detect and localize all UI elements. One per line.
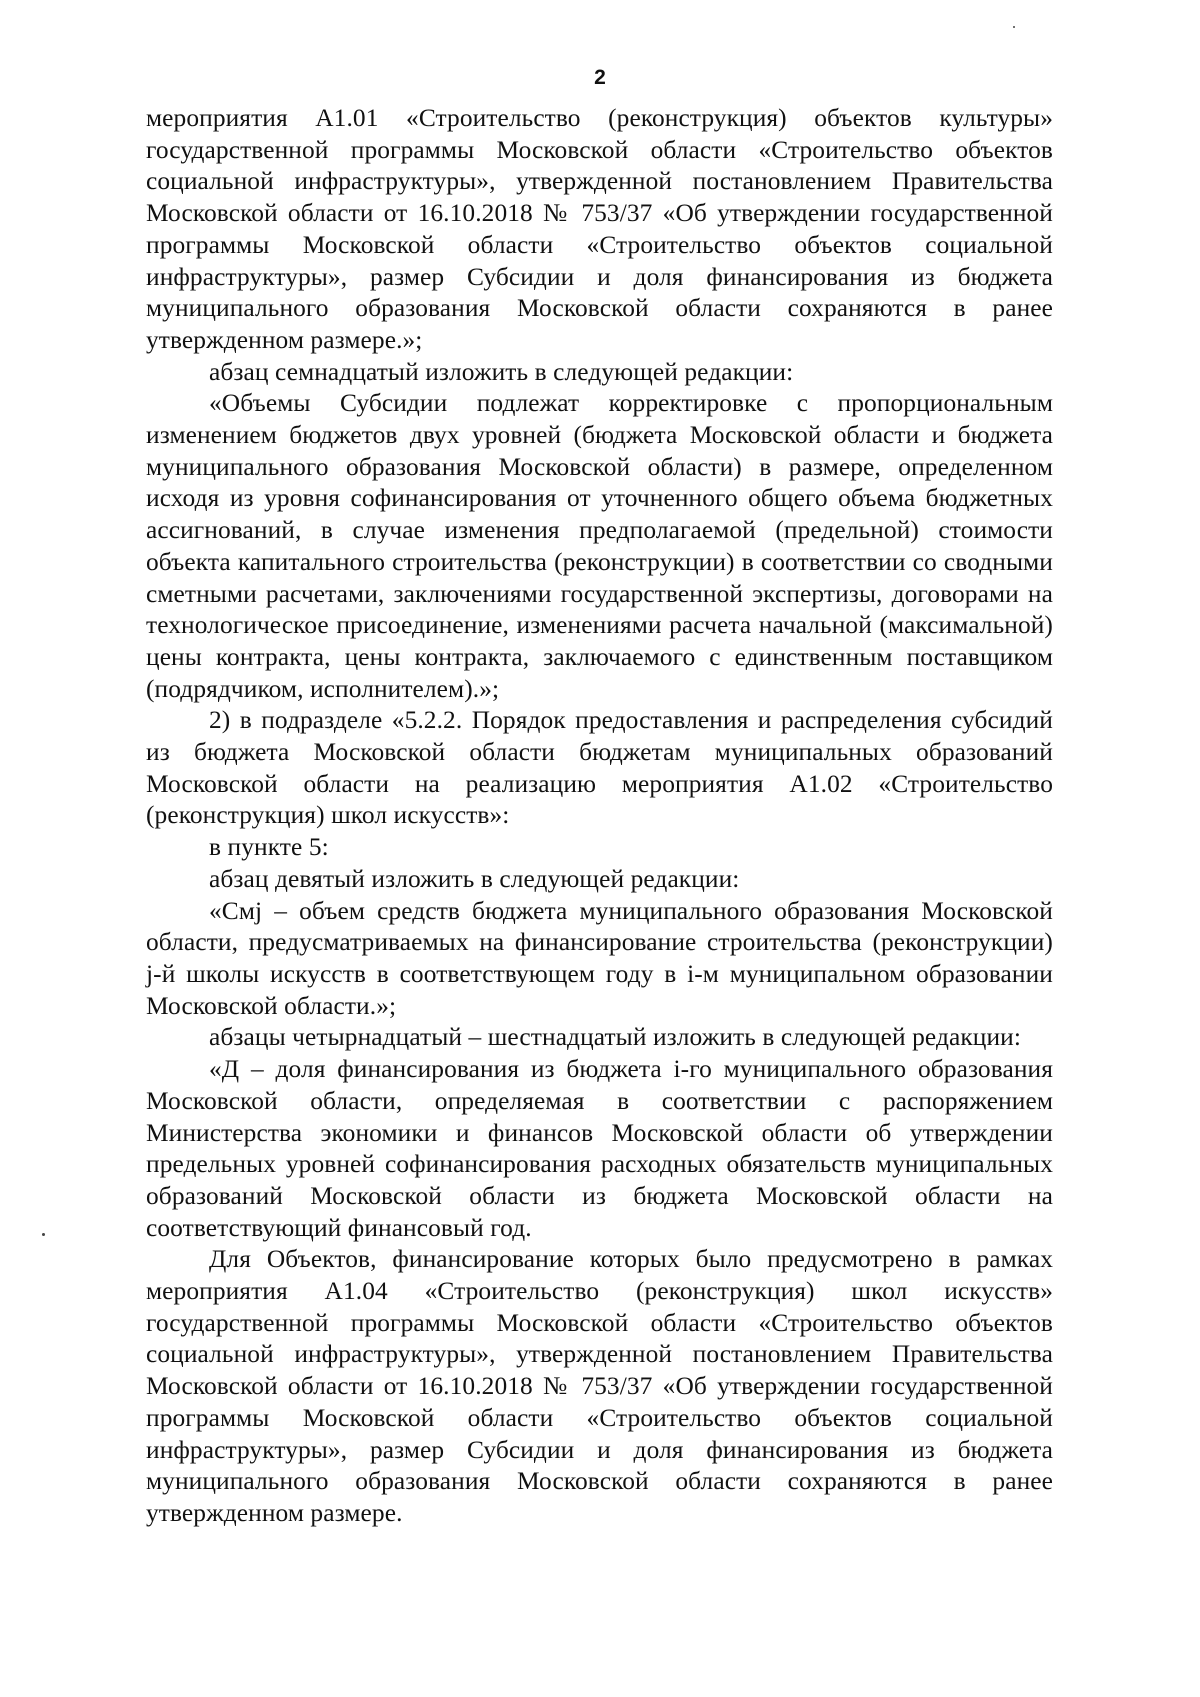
paragraph-instruction: в пункте 5: — [209, 833, 329, 862]
paragraph-quoted-text: «Объемы Субсидии подлежат корректировке с пропорциональным изменением бюджетов двух уровней (бюджета Московской области и бюджета муниципального образования Московской области) в размере, определенном исходя из уровня софинансирования от уточненного общего объема бюджетных ассигнований, в случае изменения предполагаемой (предельной) стоимости объекта капитального строительства (реконструкции) в соответствии со сводными сметными расчетами, заключениями государственной экспертизы, договорами на технологическое присоединение, изменениями расчета начальной (максимальной) цены контракта, цены контракта, заключаемого с единственным поставщиком (подрядчиком, исполнителем).»; — [146, 389, 1053, 703]
document-body — [146, 103, 1053, 1530]
scan-speck — [1013, 26, 1015, 28]
paragraph-instruction: абзац девятый изложить в следующей редакции: — [209, 864, 740, 893]
paragraph-quoted-text: «Д – доля финансирования из бюджета i-го муниципального образования Московской области, определяемая в соответствии с распоряжением Министерства экономики и финансов Московской области об утверждении предельных уровней софинансирования расходных обязательств муниципальных образований Московской области из бюджета Московской области на соответствующий финансовый год. — [146, 1055, 1053, 1242]
paragraph-continuation: мероприятия А1.01 «Строительство (реконструкция) объектов культуры» государственной программы Московской области «Строительство объектов социальной инфраструктуры», утвержденной постановлением Правительства Московской области от 16.10.2018 № 753/37 «Об утверждении государственной программы Московской области «Строительство объектов социальной инфраструктуры», размер Субсидии и доля финансирования из бюджета муниципального образования Московской области сохраняются в ранее утвержденном размере.»; — [146, 104, 1053, 354]
paragraph-instruction: абзацы четырнадцатый – шестнадцатый изложить в следующей редакции: — [209, 1023, 1021, 1052]
scan-speck — [42, 1233, 45, 1236]
paragraph-quoted-text: Для Объектов, финансирование которых было предусмотрено в рамках мероприятия А1.04 «Строительство (реконструкция) школ искусств» государственной программы Московской области «Строительство объектов социальной инфраструктуры», утвержденной постановлением Правительства Московской области от 16.10.2018 № 753/37 «Об утверждении государственной программы Московской области «Строительство объектов социальной инфраструктуры», размер Субсидии и доля финансирования из бюджета муниципального образования Московской области сохраняются в ранее утвержденном размере. — [146, 1245, 1053, 1527]
page-number: 2 — [594, 66, 606, 89]
paragraph-quoted-text: «Cмj – объем средств бюджета муниципального образования Московской области, предусматриваемых на финансирование строительства (реконструкции) j-й школы искусств в соответствующем году в i-м муниципальном образовании Московской области.»; — [146, 896, 1053, 1020]
paragraph-subsection: 2) в подразделе «5.2.2. Порядок предоставления и распределения субсидий из бюджета Московской области бюджетам муниципальных образований Московской области на реализацию мероприятия А1.02 «Строительство (реконструкция) школ искусств»: — [146, 706, 1053, 830]
paragraph-instruction: абзац семнадцатый изложить в следующей редакции: — [209, 357, 794, 386]
